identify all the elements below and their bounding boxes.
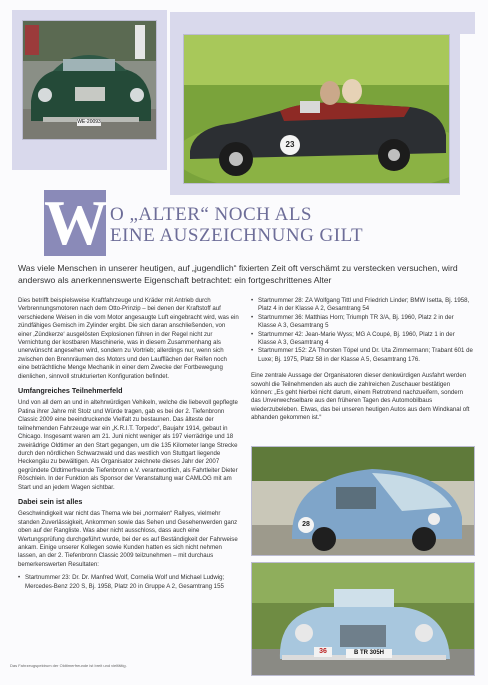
right-column	[251, 297, 473, 428]
headline-line-1: O „ALTER“ NOCH ALS	[110, 204, 312, 225]
photo-mg-coupe	[22, 20, 157, 140]
list-item: • Startnummer 42: Jean-Marie Wyss; MG A Coupé, Bj. 1960, Platz 1 in der Klasse A 3, Gesamtrang 4	[258, 331, 473, 348]
license-plate-triumph: B TR 305H	[346, 649, 392, 658]
start-number-triumph: 36	[314, 647, 332, 657]
list-item: • Startnummer 28: ZA Wolfgang Tittl und Friedrich Linder; BMW Isetta, Bj. 1958, Platz 4 in der Klasse A 2, Gesamtrang 54	[258, 297, 473, 314]
body-paragraph-2: Und von all dem an und in altehrwürdigen Vehikeln, welche die liebevoll gepflegte Patina ihrer Jahre mit Stolz und Würde tragen, gab es bei der 2. Tiefenbronn Classic 2009 eine beeindruckende Vielfalt zu bestaunen. Das älteste der teilnehmenden Fahrzeuge war ein „K.R.I.T. Torpedo“, Baujahr 1914, gebaut in Chicago. Insgesamt waren am 21. Juni nicht weniger als 197 vierrädrige und 18 zweirädrige Oldtimer an den Start gegangen, um die 135 Kilometer lange Strecke durch den nördlichen Schwarzwald und das westlich von Stuttgart liegende Heckengäu zu bewältigen. Als Organisator zeichnete dieses Jahr der 2007 gegründete Oldtimerfreunde Tiefenbronn e.V. verantwortlich, als Fahrtleiter Dieter Röschlein. In der Funktion als Sponsor der Veranstaltung war CAMLOG mit am Start und an jedem Wagen sichtbar.	[18, 399, 238, 491]
body-paragraph-3: Geschwindigkeit war nicht das Thema wie bei „normalen“ Rallyes, vielmehr standen Zuverlässigkeit, Ankommen sowie das Sehen und Gesehenwerden ganz oben auf der Rangliste. Was aber nicht ausschloss, dass auch eine Wertungsprüfung durchgeführt wurde, bei der es auf Beständigkeit der Fahrweise ankam. Einige unserer Kollegen sowie Kunden hatten es sich nicht nehmen lassen, an der 2. Tiefenbronn Classic 2009 teilzunehmen – mit durchaus bemerkenswerten Resultaten:	[18, 510, 238, 568]
section-heading-1: Umfangreiches Teilnehmerfeld	[18, 386, 123, 396]
section-heading-2: Dabei sein ist alles	[18, 496, 83, 506]
left-column	[18, 297, 240, 591]
photo-bmw-isetta	[251, 446, 475, 556]
headline-line-2: EINE AUSZEICHNUNG GILT	[110, 225, 364, 246]
license-plate-mg: WE·20093	[77, 119, 101, 125]
list-item: • Startnummer 152: ZA Thorsten Töpel und Dr. Uta Zimmermann; Trabant 601 de Luxe; Bj. 1975, Platz 58 in der Klasse A 5, Gesamtrang 176.	[258, 347, 473, 364]
start-number-mercedes: 23	[280, 135, 300, 155]
result-list-left	[18, 574, 240, 591]
photo-caption: Das Fahrzeugspektrum der Oldtimerfreunde ist breit und vielfältig.	[10, 663, 127, 668]
list-item: • Startnummer 36: Matthias Horn; Triumph TR 3/A, Bj. 1960, Platz 2 in der Klasse A 3, Gesamtrang 5	[258, 314, 473, 331]
headline	[110, 204, 480, 246]
closing-paragraph: Eine zentrale Aussage der Organisatoren dieser denkwürdigen Ausfahrt werden sowohl die Teilnehmenden als auch die zahlreichen Zuschauer bestätigen können: „Es geht hierbei nicht darum, einem Retrotrend nachzueifern, sondern das Unverwechselbare aus den früheren Tagen des Automobilbaus wiederzubeleben. Etwas, das bei unseren heutigen Autos aus dem Windkanal oft abhanden gekommen ist.“	[251, 372, 470, 422]
lead-paragraph: Was viele Menschen in unserer heutigen, auf „jugendlich“ fixierten Zeit oft verschämt zu verstecken versuchen, wird anderswo als anerkennenswerte Eigenschaft betrachtet: ein fortgeschrittenes Alter	[18, 263, 458, 285]
headline-drop-letter: W	[44, 187, 108, 258]
photo-mercedes-convertible	[183, 34, 450, 184]
list-item: • Startnummer 23: Dr. Dr. Manfred Wolf, Cornelia Wolf und Michael Ludwig; Mercedes-Benz 220 S, Bj. 1958, Platz 20 in Gruppe A 2, Gesamtrang 155	[25, 574, 240, 591]
photo-triumph-tr3	[251, 562, 475, 676]
result-list-right	[251, 297, 473, 364]
body-paragraph-1: Dies betrifft beispielsweise Kraftfahrzeuge und Kräder mit Antrieb durch Verbrennungsmotoren nach dem Otto-Prinzip – bei denen der Kraftstoff auf verschiedene Weisen in die vom Motor angesaugte Luft eingebracht wird, was ein zündfähiges Gemisch im Zylinder ergibt. Die sich daran anschließenden, von einer ‚Zündkerze‘ ausgelösten Explosionen führen in der Regel nicht zur Vernichtung der kostbaren Maschinerie, was in diesem Zusammenhang als unerwünscht angesehen wird, sondern zu Vortrieb; allerdings nur, wenn sich zwischen den Brennräumen des Motors und den Laufflächen der Reifen noch eine beträchtliche Menge Mechanik in einer dem Zwecke der Fortbewegung dienlichen, sinnvoll strukturierten Konfiguration befindet.	[18, 297, 239, 380]
start-number-isetta: 28	[298, 517, 314, 533]
